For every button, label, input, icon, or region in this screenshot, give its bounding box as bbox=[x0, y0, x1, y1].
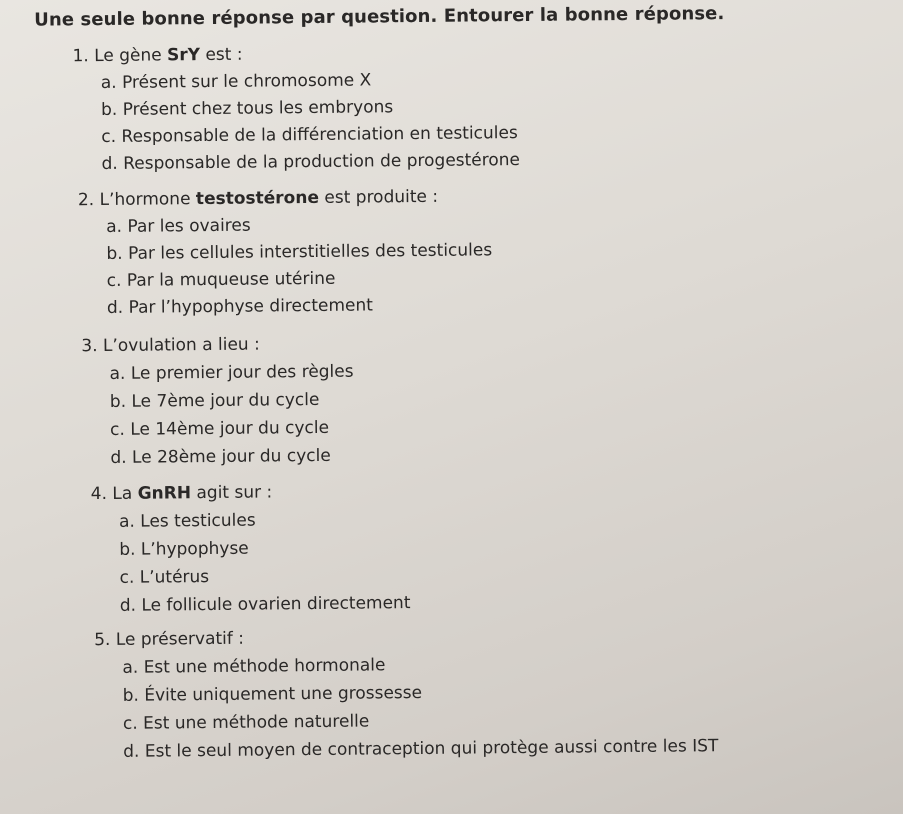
question-text: 5. Le préservatif : bbox=[94, 628, 245, 651]
answer-option-a[interactable]: a. Par les ovaires bbox=[106, 215, 251, 237]
question-3 bbox=[81, 331, 354, 473]
answer-option-c[interactable]: c. Par la muqueuse utérine bbox=[106, 268, 336, 291]
answer-option-a[interactable]: a. Les testicules bbox=[118, 510, 256, 532]
question-1-title bbox=[72, 39, 519, 70]
answer-option-b[interactable]: b. Par les cellules interstitielles des testicules bbox=[106, 240, 493, 264]
answer-option-a[interactable]: a. Est une méthode hormonale bbox=[122, 655, 386, 678]
question-2-title bbox=[78, 183, 492, 214]
answer-option-b[interactable]: b. Évite uniquement une grossesse bbox=[122, 682, 423, 706]
answer-option-b[interactable]: b. Le 7ème jour du cycle bbox=[109, 389, 320, 412]
question-text: 1. Le gène bbox=[72, 45, 168, 67]
question-2 bbox=[78, 183, 493, 322]
question-text: 4. La bbox=[90, 483, 138, 505]
question-text: 3. L’ovulation a lieu : bbox=[81, 334, 260, 357]
answer-option-d[interactable]: d. Le 28ème jour du cycle bbox=[110, 445, 331, 468]
answer-option-c[interactable]: c. Le 14ème jour du cycle bbox=[110, 417, 330, 440]
answer-option-a[interactable]: a. Le premier jour des règles bbox=[109, 361, 354, 384]
answer-option-d[interactable]: d. Par l’hypophyse directement bbox=[106, 295, 373, 318]
question-text-end: agit sur : bbox=[190, 482, 273, 504]
answer-option-d[interactable]: d. Le follicule ovarien directement bbox=[119, 593, 411, 616]
answer-option-a[interactable]: a. Présent sur le chromosome X bbox=[100, 70, 372, 94]
answer-option-d[interactable]: d. Est le seul moyen de contraception qui protège aussi contre les IST bbox=[123, 736, 719, 762]
answer-option-b[interactable]: b. L’hypophyse bbox=[119, 538, 249, 560]
answer-option-b[interactable]: b. Présent chez tous les embryons bbox=[100, 97, 394, 121]
answer-option-c[interactable]: c. L’utérus bbox=[119, 567, 210, 588]
question-4 bbox=[91, 478, 411, 620]
question-text: 2. L’hormone bbox=[77, 189, 196, 211]
instruction-heading: Une seule bonne réponse par question. Entourer la bonne réponse. bbox=[34, 3, 725, 31]
question-1 bbox=[72, 39, 520, 178]
answer-option-c[interactable]: c. Responsable de la différenciation en testicules bbox=[101, 123, 518, 148]
question-keyword: GnRH bbox=[137, 483, 192, 504]
question-3-title bbox=[81, 331, 353, 361]
question-keyword: SrY bbox=[166, 45, 201, 66]
question-keyword: testostérone bbox=[195, 187, 320, 210]
answer-option-c[interactable]: c. Est une méthode naturelle bbox=[122, 711, 370, 734]
question-5 bbox=[94, 621, 718, 766]
question-text-end: est : bbox=[199, 44, 243, 66]
question-text-end: est produite : bbox=[318, 186, 439, 208]
question-4-title bbox=[91, 478, 410, 508]
answer-option-d[interactable]: d. Responsable de la production de progestérone bbox=[101, 150, 521, 175]
